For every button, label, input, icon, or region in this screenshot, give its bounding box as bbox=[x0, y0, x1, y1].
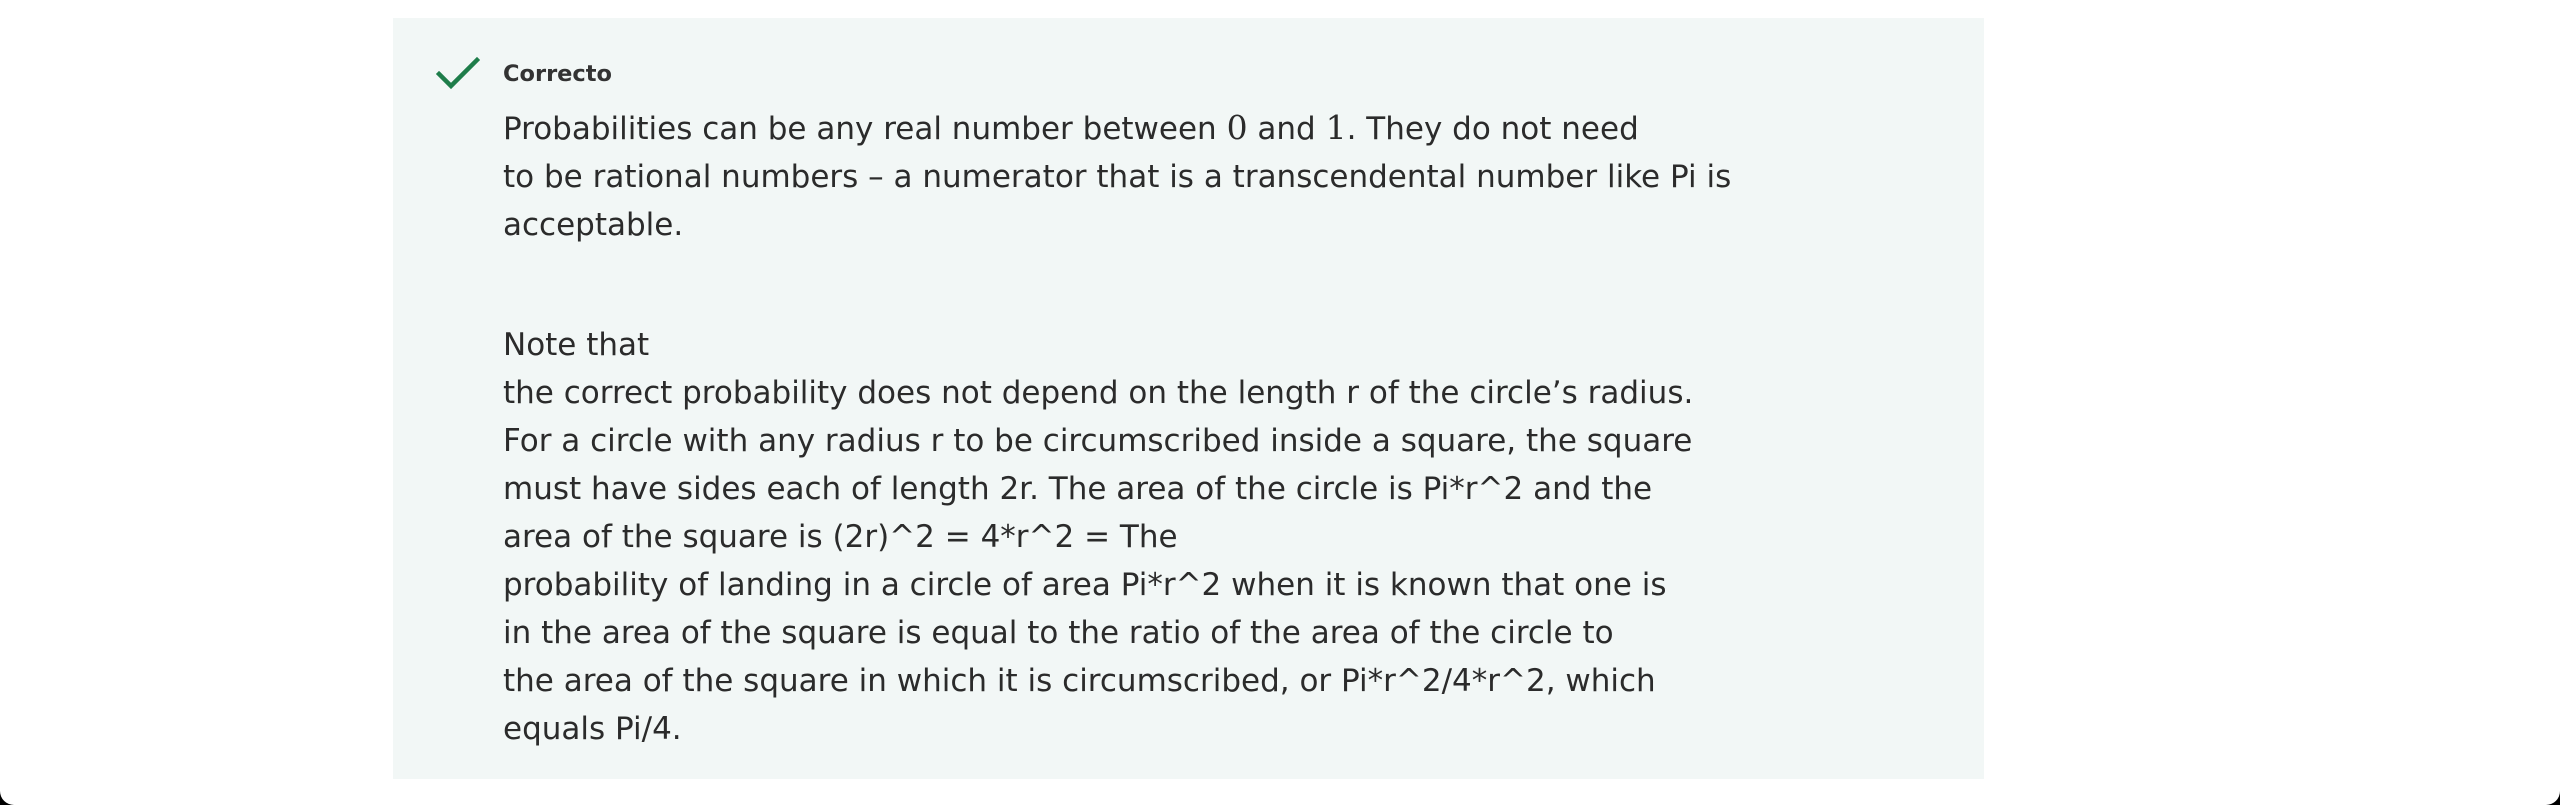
feedback-line: in the area of the square is equal to the ratio of the area of the circle to bbox=[503, 615, 1614, 651]
checkmark-icon bbox=[436, 56, 480, 92]
math-one: 1 bbox=[1325, 108, 1347, 147]
paragraph-spacer bbox=[503, 249, 1703, 321]
feedback-line: area of the square is (2r)^2 = 4*r^2 = The bbox=[503, 519, 1178, 555]
feedback-text bbox=[503, 104, 1732, 753]
text-fragment: Probabilities can be any real number between bbox=[503, 111, 1227, 147]
text-fragment: and bbox=[1247, 111, 1326, 147]
feedback-line: the correct probability does not depend on the length r of the circle’s radius. bbox=[503, 375, 1694, 411]
feedback-line: probability of landing in a circle of area Pi*r^2 when it is known that one is bbox=[503, 567, 1667, 603]
feedback-line: must have sides each of length 2r. The area of the circle is Pi*r^2 and the bbox=[503, 471, 1653, 507]
feedback-line: equals Pi/4. bbox=[503, 711, 682, 747]
feedback-line: the area of the square in which it is circumscribed, or Pi*r^2/4*r^2, which bbox=[503, 663, 1656, 699]
feedback-line: For a circle with any radius r to be circumscribed inside a square, the square bbox=[503, 423, 1693, 459]
math-zero: 0 bbox=[1226, 108, 1248, 147]
feedback-status-label: Correcto bbox=[503, 61, 612, 87]
text-fragment: . They do not need bbox=[1346, 111, 1639, 147]
feedback-line bbox=[503, 104, 1703, 153]
feedback-line: Note that bbox=[503, 327, 650, 363]
feedback-line: acceptable. bbox=[503, 207, 684, 243]
feedback-line: to be rational numbers – a numerator that is a transcendental number like Pi is bbox=[503, 159, 1732, 195]
